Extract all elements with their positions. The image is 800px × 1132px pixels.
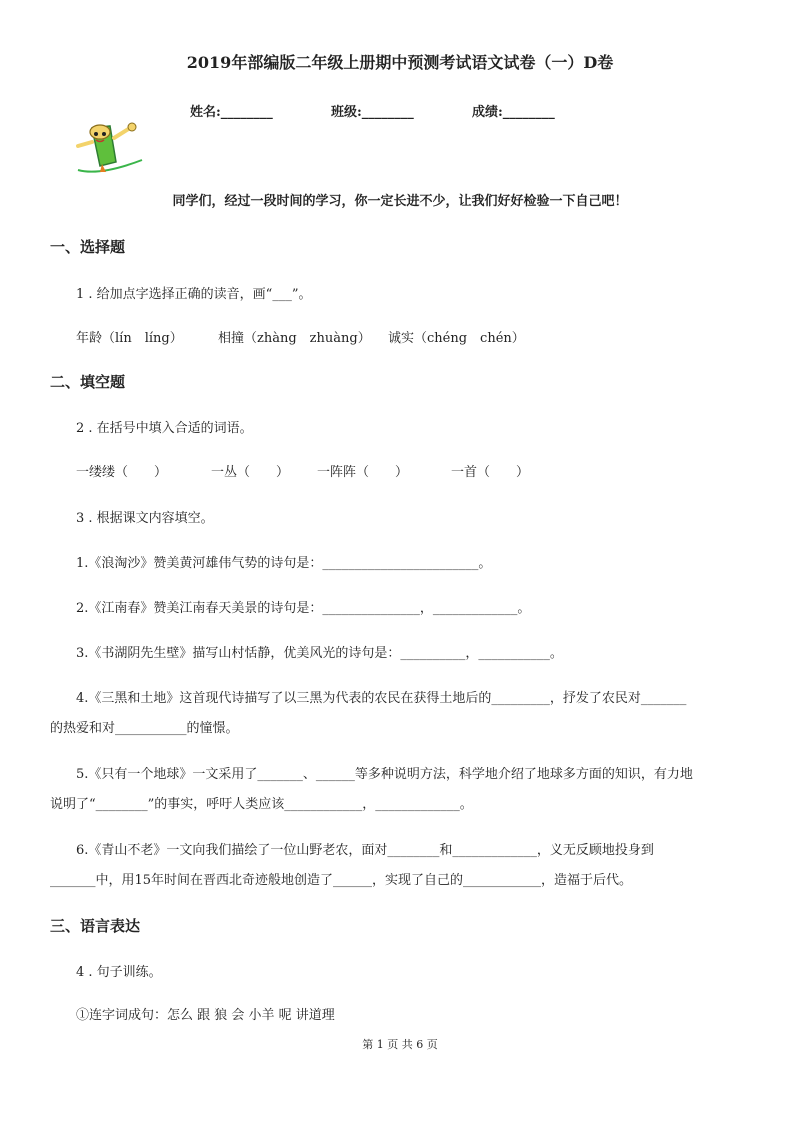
page-title: 2019年部编版二年级上册期中预测考试语文试卷（一）D卷 xyxy=(186,53,614,72)
question-4-line: ①连字词成句：怎么 跟 狼 会 小羊 呢 讲道理 xyxy=(76,1008,335,1023)
section-heading-fill: 二、填空题 xyxy=(50,373,126,391)
question-3-line: 4.《三黑和土地》这首现代诗描写了以三黑为代表的农民在获得土地后的_________，抒发了农民对_______ xyxy=(76,691,687,706)
question-1-option: 诚实（chéng chén） xyxy=(388,331,525,346)
question-3-line: 的热爱和对___________的憧憬。 xyxy=(50,721,239,736)
question-3-line: 3.《书湖阴先生壁》描写山村恬静，优美风光的诗句是：__________，___________。 xyxy=(76,646,563,661)
question-1-option: 相撞（zhàng zhuàng） xyxy=(218,331,371,346)
question-2-item: 一首（ ） xyxy=(451,465,530,480)
question-2-item: 一丛（ ） xyxy=(211,465,290,480)
question-3-line: 1.《浪淘沙》赞美黄河雄伟气势的诗句是：________________________。 xyxy=(76,556,492,571)
question-3-line: 5.《只有一个地球》一文采用了_______、______等多种说明方法，科学地介绍了地球多方面的知识，有力地 xyxy=(76,767,693,782)
score-field: 成绩:________ xyxy=(472,105,555,120)
question-2-item: 一缕缕（ ） xyxy=(76,465,168,480)
name-field: 姓名:________ xyxy=(190,105,273,120)
question-3-prompt: 3 . 根据课文内容填空。 xyxy=(76,511,214,526)
page-footer: 第 1 页 共 6 页 xyxy=(362,1038,438,1051)
pencil-mascot-icon xyxy=(70,118,150,176)
question-3-line: _______中，用15年时间在晋西北奇迹般地创造了______，实现了自己的____________，造福于后代。 xyxy=(50,873,633,888)
section-heading-choice: 一、选择题 xyxy=(50,238,126,256)
question-1-option: 年龄（lín líng） xyxy=(76,331,183,346)
question-2-item: 一阵阵（ ） xyxy=(317,465,409,480)
question-2-prompt: 2 . 在括号中填入合适的词语。 xyxy=(76,421,253,436)
question-3-line: 说明了“________”的事实，呼吁人类应该____________，_____________。 xyxy=(50,797,473,812)
section-heading-expression: 三、语言表达 xyxy=(50,917,141,935)
question-4-prompt: 4 . 句子训练。 xyxy=(76,965,162,980)
question-3-line: 2.《江南春》赞美江南春天美景的诗句是：_______________，_____________。 xyxy=(76,601,531,616)
question-1-prompt: 1 . 给加点字选择正确的读音，画“___”。 xyxy=(76,287,312,302)
class-field: 班级:________ xyxy=(331,105,414,120)
greeting-text: 同学们，经过一段时间的学习，你一定长进不少，让我们好好检验一下自己吧！ xyxy=(172,194,628,209)
question-3-line: 6.《青山不老》一文向我们描绘了一位山野老农，面对________和_____________，义无反顾地投身到 xyxy=(76,843,654,858)
